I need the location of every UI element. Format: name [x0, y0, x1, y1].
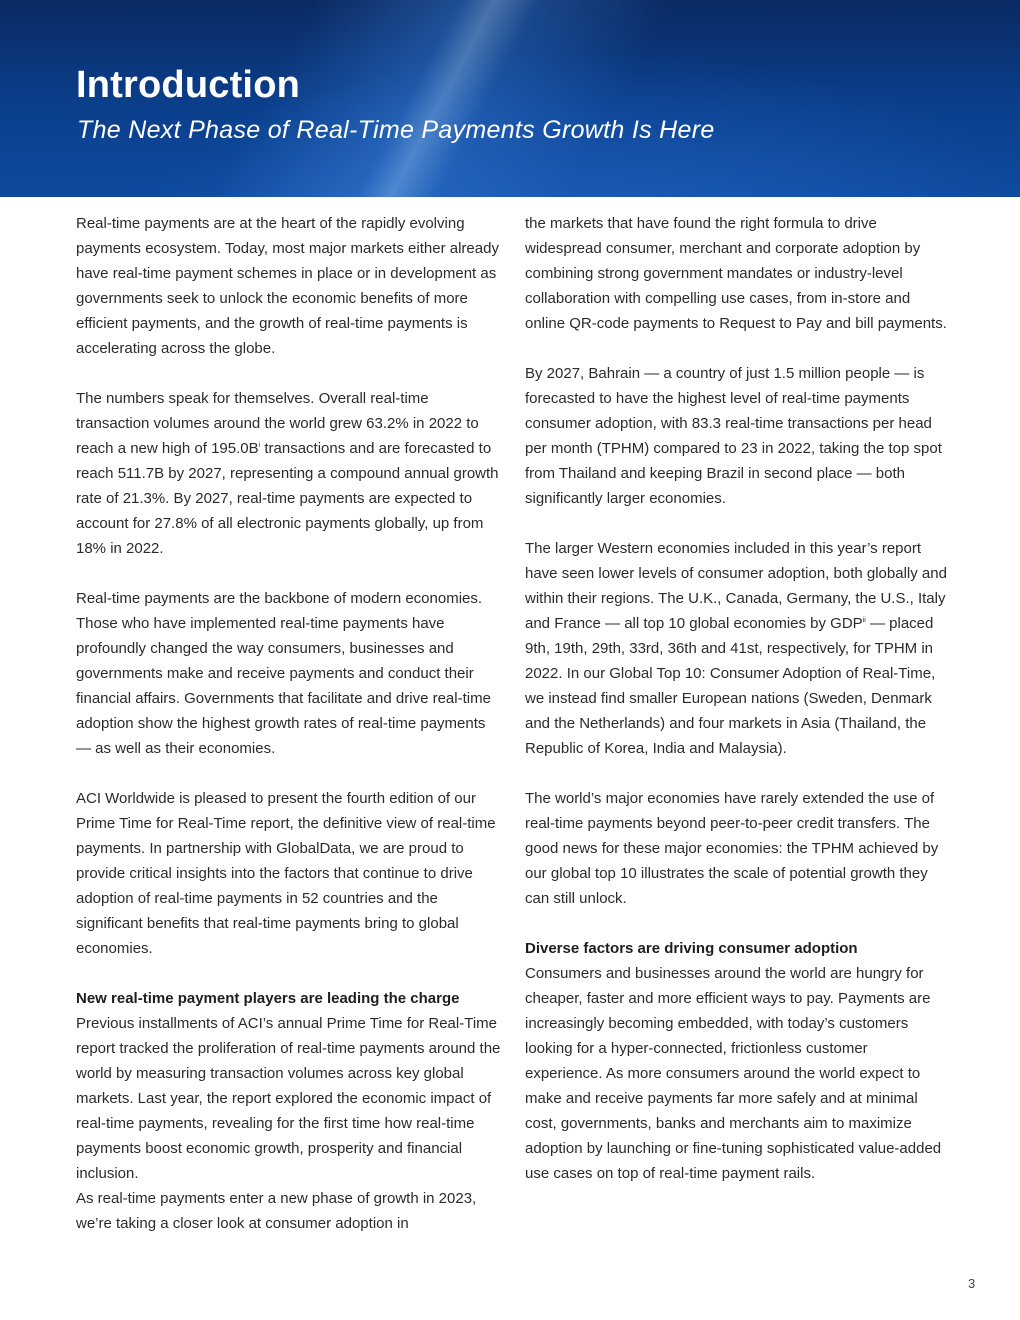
paragraph: Consumers and businesses around the world are hungry for cheaper, faster and more efficient ways to pay. Payments are increasingly becoming embedded, with today’s customers looking for a hyper-connected, frictionless customer experience. As more consumers around the world expect to make and receive payments far more safely and at minimal cost, governments, banks and merchants aim to maximize adoption by launching or fine-tuning sophisticated value-added use cases on top of real-time payment rails. — [525, 965, 942, 1182]
footnote-marker: ii — [862, 617, 866, 624]
paragraph: the markets that have found the right formula to drive widespread consumer, merchant and corporate adoption by combining strong government mandates or industry-level collaboration with compelling use cases, from in-store and online QR-code payments to Request to Pay and bill payments. — [525, 215, 947, 332]
left-column — [76, 211, 501, 1236]
section-heading: Diverse factors are driving consumer adoption — [525, 940, 858, 957]
paragraph: The world’s major economies have rarely extended the use of real-time payments beyond peer-to-peer credit transfers. The good news for these major economies: the TPHM achieved by our global top 10 illustrates the scale of potential growth they can still unlock. — [525, 790, 939, 907]
paragraph: ACI Worldwide is pleased to present the fourth edition of our Prime Time for Real-Time report, the definitive view of real-time payments. In partnership with GlobalData, we are proud to provide critical insights into the factors that continue to drive adoption of real-time payments in 52 countries and the significant benefits that real-time payments bring to global economies. — [76, 790, 496, 957]
paragraph: By 2027, Bahrain — a country of just 1.5 million people — is forecasted to have the highest level of real-time payments consumer adoption, with 83.3 real-time transactions per head per month (TPHM) compared to 23 in 2022, taking the top spot from Thailand and keeping Brazil in second place — both significantly larger economies. — [525, 365, 942, 507]
paragraph: Previous installments of ACI’s annual Prime Time for Real-Time report tracked the proliferation of real-time payments around the world by measuring transaction volumes across key global markets. Last year, the report explored the economic impact of real-time payments, revealing for the first time how real-time payments boost economic growth, prosperity and financial inclusion. — [76, 1015, 501, 1182]
paragraph-text: The numbers speak for themselves. Overall real-time transaction volumes around the world grew 63.2% in 2022 to reach a new high of 195.0B — [76, 390, 479, 457]
paragraph: As real-time payments enter a new phase of growth in 2023, we’re taking a closer look at consumer adoption in — [76, 1190, 477, 1232]
paragraph-text: transactions and are forecasted to reach 511.7B by 2027, representing a compound annual growth rate of 21.3%. By 2027, real-time payments are expected to account for 27.8% of all electronic payments globally, up from 18% in 2022. — [76, 440, 499, 557]
page-title: Introduction — [76, 64, 301, 106]
paragraph: Real-time payments are at the heart of the rapidly evolving payments ecosystem. Today, most major markets either already have real-time payment schemes in place or in development as governments seek to unlock the economic benefits of more efficient payments, and the growth of real-time payments is accelerating across the globe. — [76, 215, 499, 357]
right-column — [525, 211, 947, 1186]
footnote-marker: i — [258, 442, 261, 449]
header-banner — [0, 0, 1020, 197]
paragraph: Real-time payments are the backbone of modern economies. Those who have implemented real-time payments have profoundly changed the way consumers, businesses and governments make and receive payments and conduct their financial affairs. Governments that facilitate and drive real-time adoption show the highest growth rates of real-time payments — as well as their economies. — [76, 590, 491, 757]
paragraph-text: — placed 9th, 19th, 29th, 33rd, 36th and 41st, respectively, for TPHM in 2022. In our Global Top 10: Consumer Adoption of Real-Time, we instead find smaller European nations (Sweden, Denmark and the Netherlands) and four markets in Asia (Thailand, the Republic of Korea, India and Malaysia). — [525, 615, 936, 757]
page-number: 3 — [968, 1276, 976, 1291]
page-subtitle: The Next Phase of Real-Time Payments Growth Is Here — [77, 116, 715, 144]
paragraph — [525, 536, 947, 761]
section-heading: New real-time payment players are leading the charge — [76, 990, 460, 1007]
paragraph — [76, 386, 501, 561]
paragraph-text: The larger Western economies included in this year’s report have seen lower levels of consumer adoption, both globally and within their regions. The U.K., Canada, Germany, the U.S., Italy and France — all top 10 global economies by GDP — [525, 540, 947, 632]
